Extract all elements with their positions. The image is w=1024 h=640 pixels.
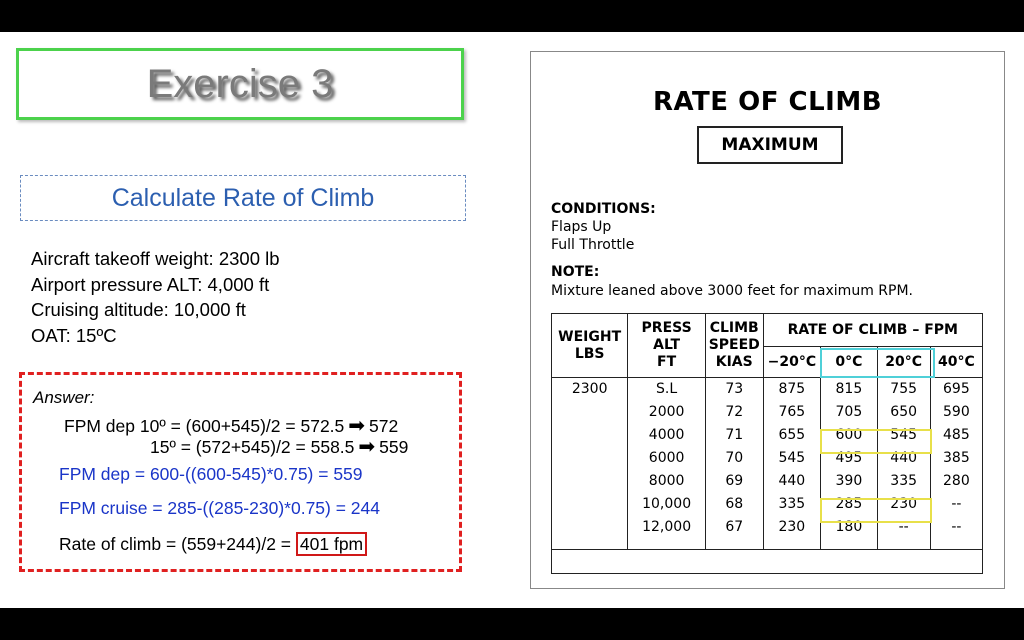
table-cell: 73 xyxy=(725,381,744,397)
conditions-label: CONDITIONS: xyxy=(551,201,656,217)
header-rate-of-climb: RATE OF CLIMB – FPM xyxy=(763,314,982,347)
table-cell: 875 xyxy=(778,381,806,397)
chart-mode-box: MAXIMUM xyxy=(697,126,843,164)
table-cell: 655 xyxy=(778,427,806,443)
col-press-alt xyxy=(628,378,706,550)
answer-fpm-dep: FPM dep = 600-((600-545)*0.75) = 559 xyxy=(59,464,363,484)
given-cruise-alt: Cruising altitude: 10,000 ft xyxy=(31,299,246,320)
table-cell: 10,000 xyxy=(642,496,692,512)
slide xyxy=(0,32,1024,608)
condition-flaps: Flaps Up xyxy=(551,219,612,235)
subtitle-box xyxy=(20,175,466,221)
table-cell: 755 xyxy=(890,381,918,397)
answer-line-10deg-result: 572 xyxy=(369,416,399,436)
table-cell: S.L xyxy=(656,381,678,397)
given-oat: OAT: 15ºC xyxy=(31,324,117,346)
slide-title: Exercise 3 xyxy=(146,61,334,106)
value-highlight-10000 xyxy=(820,498,932,523)
table-cell: 335 xyxy=(890,473,918,489)
table-cell: 285 xyxy=(835,496,863,512)
table-cell: 495 xyxy=(835,450,863,466)
table-cell: 12,000 xyxy=(642,519,692,535)
header-climb-speed: CLIMB SPEED KIAS xyxy=(705,314,763,378)
table-cell: 695 xyxy=(943,381,970,397)
answer-line-15deg xyxy=(150,434,408,459)
answer-roc-result: 401 fpm xyxy=(296,532,367,556)
col-roc-0 xyxy=(821,378,877,550)
table-cell: 590 xyxy=(943,404,970,420)
given-weight: Aircraft takeoff weight: 2300 lb xyxy=(31,248,280,269)
table-cell: 650 xyxy=(890,404,918,420)
note-text: Mixture leaned above 3000 feet for maximum RPM. xyxy=(551,283,913,299)
table-cell: 440 xyxy=(890,450,918,466)
temp-highlight xyxy=(820,348,935,378)
table-cell: 440 xyxy=(778,473,806,489)
table-cell: -- xyxy=(951,519,962,535)
weight-value: 2300 xyxy=(571,381,608,397)
table-cell: 705 xyxy=(835,404,863,420)
header-weight: WEIGHT LBS xyxy=(552,314,628,378)
table-cell: 2000 xyxy=(648,404,685,420)
table-cell: 69 xyxy=(725,473,744,489)
col-weight xyxy=(552,378,628,550)
table-cell: 765 xyxy=(778,404,806,420)
slide-subtitle: Calculate Rate of Climb xyxy=(111,183,375,212)
col-roc-40 xyxy=(930,378,982,550)
answer-line-15deg-calc: 15º = (572+545)/2 = 558.5 xyxy=(150,437,355,457)
table-cell: 390 xyxy=(835,473,863,489)
table-cell: 385 xyxy=(943,450,970,466)
answer-line-15deg-result: 559 xyxy=(379,437,409,457)
table-cell: 70 xyxy=(725,450,744,466)
note-label: NOTE: xyxy=(551,264,600,280)
header-press-alt: PRESS ALT FT xyxy=(628,314,706,378)
right-arrow-icon: ➡ xyxy=(348,415,366,437)
table-cell: 280 xyxy=(943,473,970,489)
table-cell: 545 xyxy=(778,450,806,466)
rate-of-climb-chart xyxy=(530,51,1005,589)
answer-heading: Answer: xyxy=(33,388,95,407)
table-cell: 68 xyxy=(725,496,744,512)
answer-roc-formula: Rate of climb = (559+244)/2 = xyxy=(59,534,292,554)
answer-rate-of-climb xyxy=(59,534,367,555)
table-cell: 8000 xyxy=(648,473,685,489)
table-cell: 67 xyxy=(725,519,744,535)
right-arrow-icon: ➡ xyxy=(358,436,376,458)
header-temp-20: 20°C xyxy=(877,347,930,378)
col-speed xyxy=(705,378,763,550)
table-cell: 72 xyxy=(725,404,744,420)
header-temp-0: 0°C xyxy=(821,347,877,378)
title-box xyxy=(16,48,464,120)
table-cell: 600 xyxy=(835,427,863,443)
condition-throttle: Full Throttle xyxy=(551,237,635,253)
table-cell: -- xyxy=(898,519,909,535)
header-temp-40: 40°C xyxy=(930,347,982,378)
table-cell: 71 xyxy=(725,427,744,443)
table-cell: 4000 xyxy=(648,427,685,443)
table-cell: 335 xyxy=(778,496,806,512)
table-cell: 485 xyxy=(943,427,970,443)
chart-title: RATE OF CLIMB xyxy=(652,87,883,117)
table-cell: 230 xyxy=(890,496,918,512)
col-roc-20 xyxy=(877,378,930,550)
header-temp-minus20: −20°C xyxy=(763,347,821,378)
table-cell: 180 xyxy=(835,519,863,535)
value-highlight-4000 xyxy=(820,429,932,454)
table-cell: -- xyxy=(951,496,962,512)
answer-fpm-cruise: FPM cruise = 285-((285-230)*0.75) = 244 xyxy=(59,498,380,518)
table-footer-row xyxy=(552,550,983,574)
given-pressure-alt: Airport pressure ALT: 4,000 ft xyxy=(31,273,270,295)
table-cell: 230 xyxy=(778,519,806,535)
answer-line-10deg-calc: FPM dep 10º = (600+545)/2 = 572.5 xyxy=(64,416,345,436)
table-cell: 545 xyxy=(890,427,918,443)
col-roc-minus20 xyxy=(763,378,821,550)
table-cell: 6000 xyxy=(648,450,685,466)
answer-box xyxy=(19,372,462,572)
given-data xyxy=(31,246,280,348)
table-cell: 815 xyxy=(835,381,863,397)
